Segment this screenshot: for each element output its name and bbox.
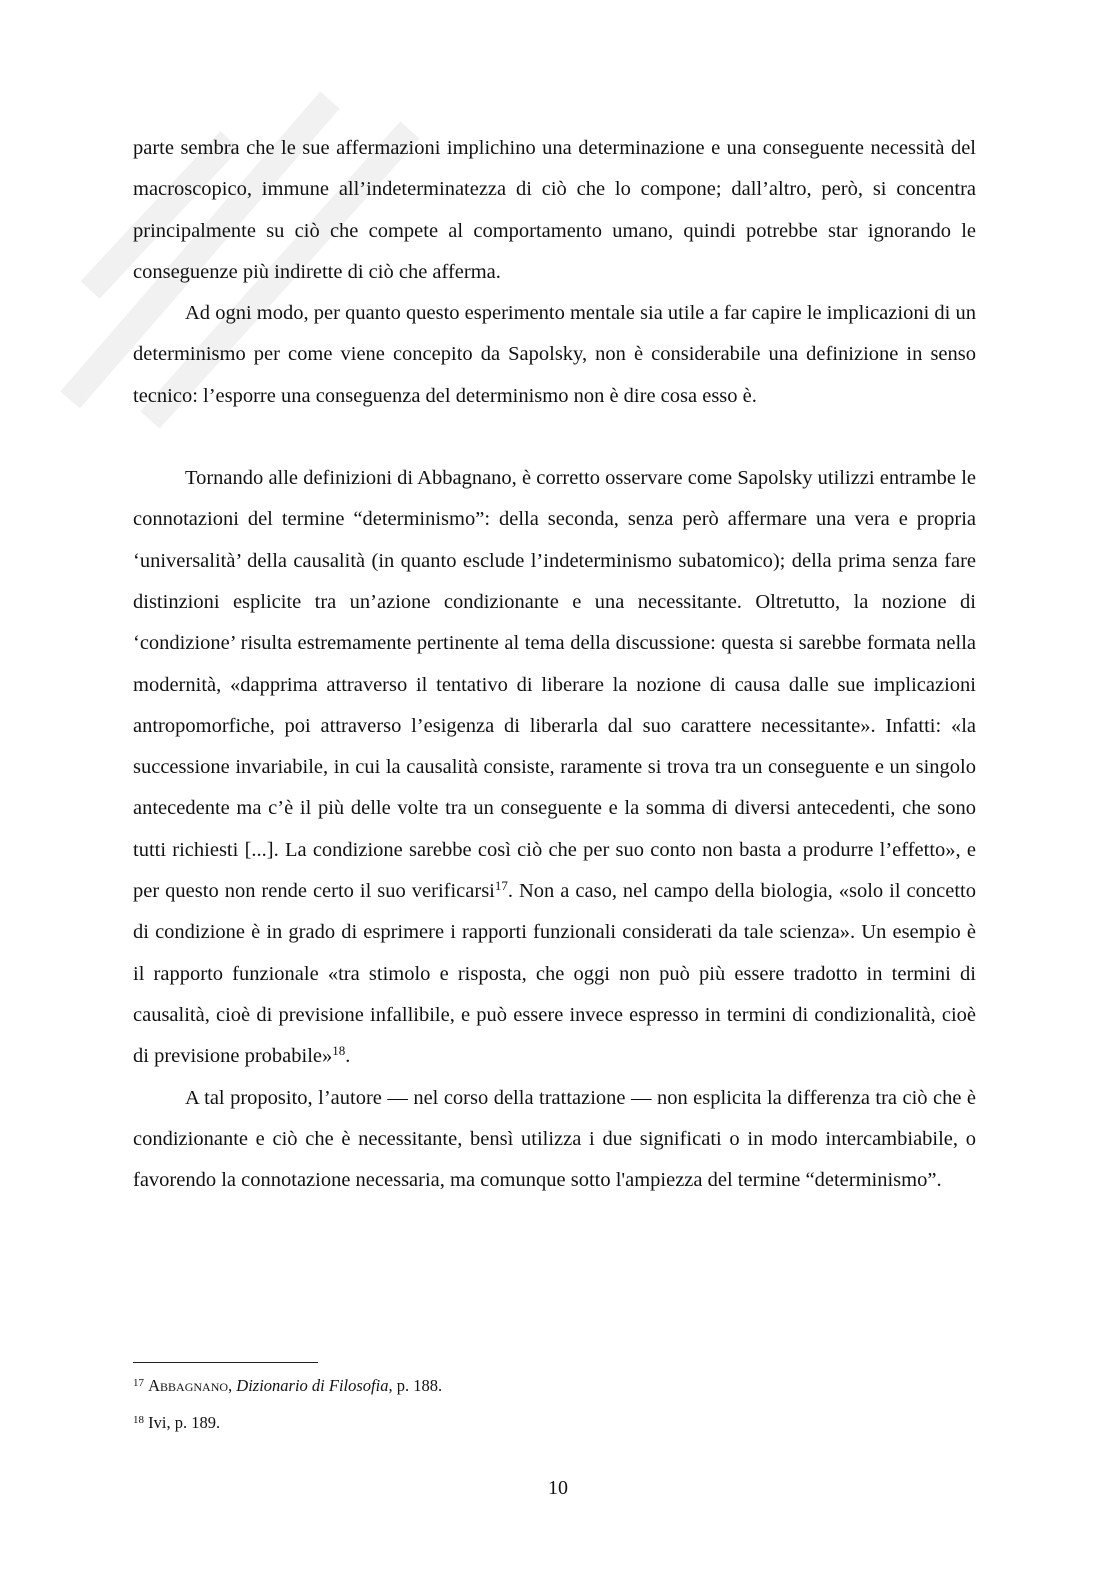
- paragraph-text: .: [345, 1045, 351, 1068]
- paragraph-text: A tal proposito, l’autore — nel corso della trattazione — non esplicita la differenza tra ciò che è condizionante e ciò che è necessitante, bensì utilizza i due significati o in modo intercambiabile, o favorendo la connotazione necessaria, ma comunque sotto l'ampiezza del termine “determinismo”.: [133, 1086, 976, 1192]
- paragraph-text: . Non a caso, nel campo della biologia, «solo il concetto di condizione è in grado di esprimere i rapporti funzionali considerati da tale scienza». Un esempio è il rapporto funzionale «tra stimolo e risposta, che oggi non può più essere tradotto in termini di causalità, cioè di previsione infallibile, e può essere invece espresso in termini di condizionalità, cioè di previsione probabile»: [133, 880, 976, 1068]
- footnote-reference[interactable]: 18: [332, 1043, 346, 1059]
- footnote-17: [133, 1376, 976, 1396]
- paragraph-p2: [133, 293, 976, 417]
- footnote-18: [133, 1413, 976, 1433]
- body-text: [133, 128, 976, 1201]
- page-number: 10: [548, 1477, 568, 1499]
- footnote-reference[interactable]: 17: [494, 878, 508, 894]
- footnote-number: 18: [133, 1414, 144, 1426]
- footnote-text: Ivi, p. 189.: [148, 1413, 221, 1432]
- footnote-separator: [133, 1362, 318, 1363]
- footnote-separator-text: ,: [228, 1376, 237, 1395]
- paragraph-p3: [133, 458, 976, 1077]
- paragraph-text: Tornando alle definizioni di Abbagnano, è corretto osservare come Sapolsky utilizzi entrambe le connotazioni del termine “determinismo”: della seconda, senza però affermare una vera e propria ‘universalità’ della causalità (in quanto esclude l’indeterminismo subatomico); della prima senza fare distinzioni esplicite tra un’azione condizionante e una necessitante. Oltretutto, la nozione di ‘condizione’ risulta estremamente pertinente al tema della discussione: questa si sarebbe formata nella modernità, «dapprima attraverso il tentativo di liberare la nozione di causa dalle sue implicazioni antropomorfiche, poi attraverso l’esigenza di liberarla dal suo carattere necessitante». Infatti: «la successione invariabile, in cui la causalità consiste, raramente si trova tra un conseguente e un singolo antecedente ma c’è il più delle volte tra un conseguente e la somma di diversi antecedenti, che sono tutti richiesti [...]. La condizione sarebbe così ciò che per suo conto non basta a produrre l’effetto», e per questo non rende certo il suo verificarsi: [133, 467, 976, 903]
- footnote-number: 17: [133, 1377, 144, 1389]
- footnotes: [133, 1376, 976, 1450]
- paragraph-p1: [133, 128, 976, 293]
- footnote-title: Dizionario di Filosofia: [236, 1376, 389, 1395]
- paragraph-text: parte sembra che le sue affermazioni implichino una determinazione e una conseguente necessità del macroscopico, immune all’indeterminatezza di ciò che lo compone; dall’altro, però, si concentra principalmente su ciò che compete al comportamento umano, quindi potrebbe star ignorando le conseguenze più indirette di ciò che afferma.: [133, 137, 976, 283]
- paragraph-p4: [133, 1078, 976, 1202]
- paragraph-text: Ad ogni modo, per quanto questo esperimento mentale sia utile a far capire le implicazioni di un determinismo per come viene concepito da Sapolsky, non è considerabile una definizione in senso tecnico: l’esporre una conseguenza del determinismo non è dire cosa esso è.: [133, 302, 976, 407]
- footnote-author: Abbagnano: [148, 1376, 229, 1395]
- footnote-text: , p. 188.: [388, 1376, 443, 1395]
